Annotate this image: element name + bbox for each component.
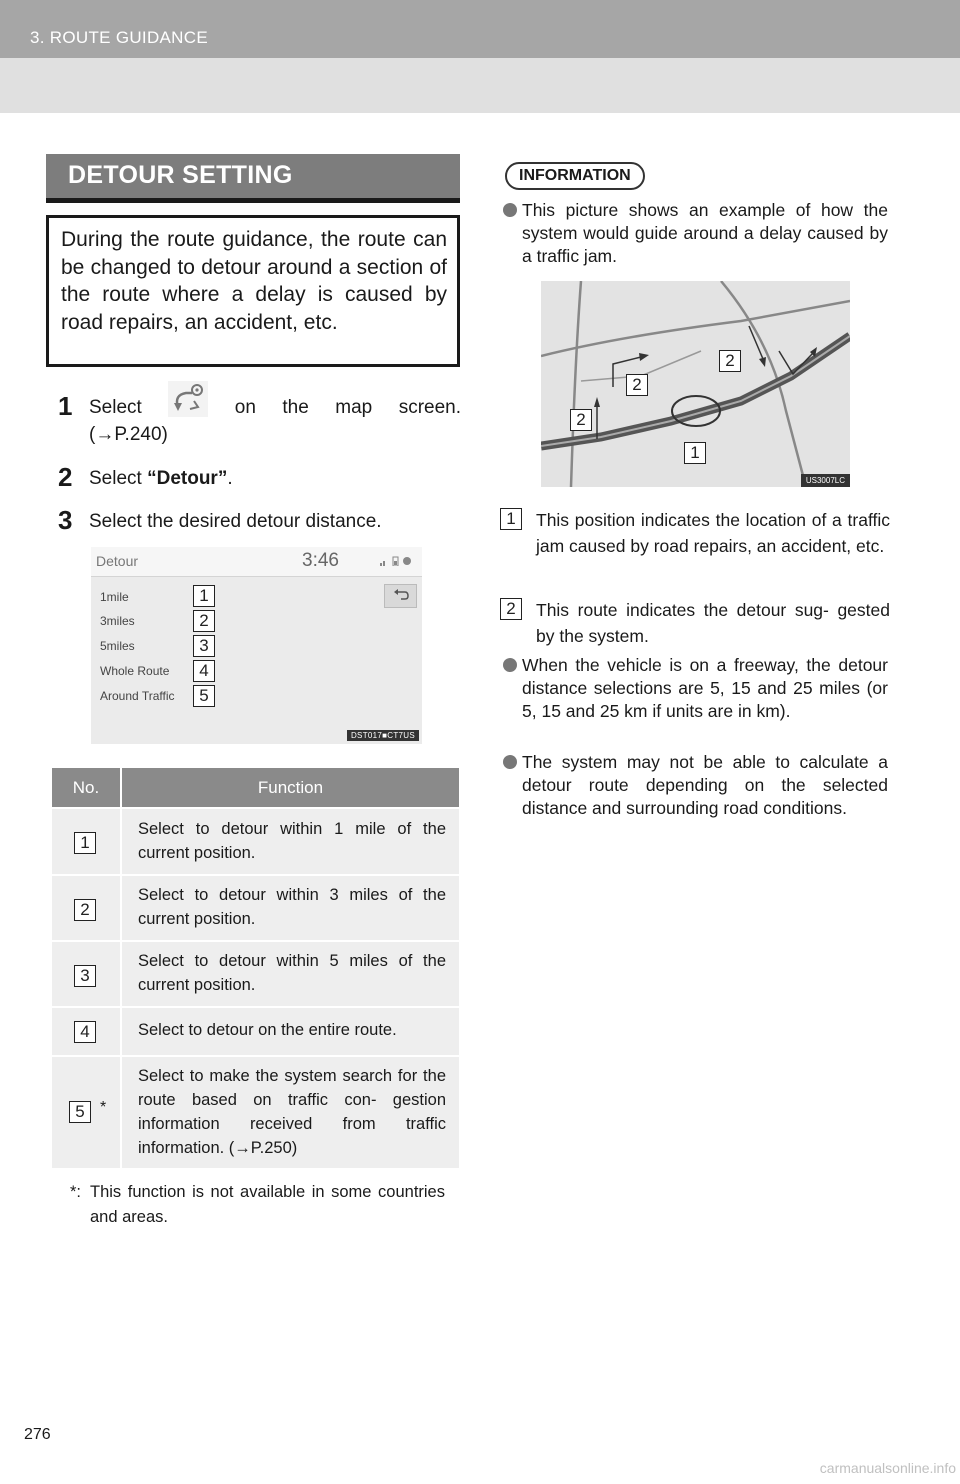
row-number: 2	[74, 899, 96, 921]
info-bullet-3	[503, 751, 888, 820]
footnote-marker: *	[100, 1099, 107, 1116]
header-no: No.	[52, 768, 122, 807]
step-text: screen.	[398, 397, 461, 418]
row-number: 3	[74, 965, 96, 987]
legend-item-1	[500, 507, 890, 559]
callout-1: 1	[193, 585, 215, 607]
table-row	[52, 1008, 459, 1055]
info-bullet-1	[503, 199, 888, 268]
information-label: INFORMATION	[505, 162, 645, 190]
step-text: Select	[89, 468, 148, 489]
screen-title: Detour	[96, 553, 139, 569]
detour-label: “Detour”	[147, 468, 228, 489]
watermark: carmanualsonline.info	[819, 1460, 956, 1476]
step-text: Select	[89, 397, 142, 418]
row-function: Select to detour on the entire route.	[138, 1021, 397, 1039]
row-number: 4	[74, 1021, 96, 1043]
bullet-text: When the vehicle is on a freeway, the detour distance selections are 5, 15 and 25 miles (or 5, 15 and 25 km if units are in km).	[522, 655, 888, 721]
image-code: DST017■CT7US	[347, 730, 419, 741]
row-function: Select to detour within 1 mile of the current position.	[138, 820, 446, 862]
back-arrow-icon[interactable]	[384, 584, 417, 608]
header-function: Function	[257, 778, 324, 797]
legend-item-2	[500, 597, 890, 649]
bullet-icon	[503, 658, 517, 672]
option-3miles[interactable]: 3miles	[100, 614, 135, 628]
bullet-text: The system may not be able to calculate a detour route depending on the selected distance and surrounding road conditions.	[522, 752, 888, 818]
table-footnote	[70, 1180, 445, 1230]
image-code: US3007LC	[801, 474, 850, 487]
table-header	[52, 768, 459, 807]
map-callout-route: 2	[626, 374, 648, 396]
row-function: Select to detour within 5 miles of the current position.	[138, 952, 446, 994]
table-row	[52, 876, 459, 940]
footnote-mark: *:	[70, 1183, 82, 1201]
screen-header	[91, 547, 422, 577]
option-1mile[interactable]: 1mile	[100, 590, 129, 604]
step-number: 1	[58, 391, 73, 421]
row-function: Select to detour within 3 miles of the current position.	[138, 886, 446, 928]
info-bullet-2	[503, 654, 888, 723]
page-reference: (→P.240)	[89, 424, 168, 445]
callout-3: 3	[193, 635, 215, 657]
step-text: on	[234, 397, 256, 418]
bullet-icon	[503, 755, 517, 769]
route-menu-icon	[168, 381, 208, 417]
legend-number: 2	[500, 598, 522, 620]
legend-text: This position indicates the location of a traffic jam caused by road repairs, an accident, etc.	[536, 510, 890, 556]
detour-screen	[91, 547, 422, 744]
option-whole-route[interactable]: Whole Route	[100, 664, 170, 678]
option-around-traffic[interactable]: Around Traffic	[100, 689, 175, 703]
map-callout-jam: 1	[684, 442, 706, 464]
step-text: map	[335, 397, 373, 418]
step-text: .	[227, 468, 233, 489]
footnote-text: This function is not available in some countries and areas.	[90, 1183, 445, 1226]
row-function: Select to make the system search for the route based on traffic con- gestion information received from traffic information. (→P.250)	[138, 1067, 446, 1157]
subheader-band	[0, 58, 960, 113]
status-icons	[380, 556, 412, 568]
legend-text: This route indicates the detour sug- gested by the system.	[536, 600, 890, 646]
chapter-title: 3. ROUTE GUIDANCE	[30, 28, 208, 47]
callout-2: 2	[193, 610, 215, 632]
intro-text: During the route guidance, the route can be changed to detour around a section of the route where a delay is caused by road repairs, an accident, etc.	[46, 215, 460, 367]
table-row	[52, 1057, 459, 1168]
table-row	[52, 942, 459, 1006]
bullet-icon	[503, 203, 517, 217]
step-number: 2	[58, 462, 73, 492]
row-number: 1	[74, 832, 96, 854]
option-5miles[interactable]: 5miles	[100, 639, 135, 653]
map-callout-route: 2	[570, 409, 592, 431]
section-title: DETOUR SETTING	[46, 154, 460, 198]
legend-number: 1	[500, 508, 522, 530]
detour-map	[541, 281, 850, 487]
section-rule	[46, 198, 460, 203]
screen-clock: 3:46	[302, 550, 339, 571]
step-text: the	[282, 397, 309, 418]
page-number: 276	[24, 1426, 51, 1443]
row-number: 5	[69, 1101, 91, 1123]
step-text: Select the desired detour distance.	[89, 511, 382, 532]
callout-5: 5	[193, 685, 215, 707]
bullet-text: This picture shows an example of how the system would guide around a delay caused by a traffic jam.	[522, 200, 888, 266]
table-row	[52, 809, 459, 874]
step-number: 3	[58, 505, 73, 535]
map-callout-route: 2	[719, 350, 741, 372]
callout-4: 4	[193, 660, 215, 682]
